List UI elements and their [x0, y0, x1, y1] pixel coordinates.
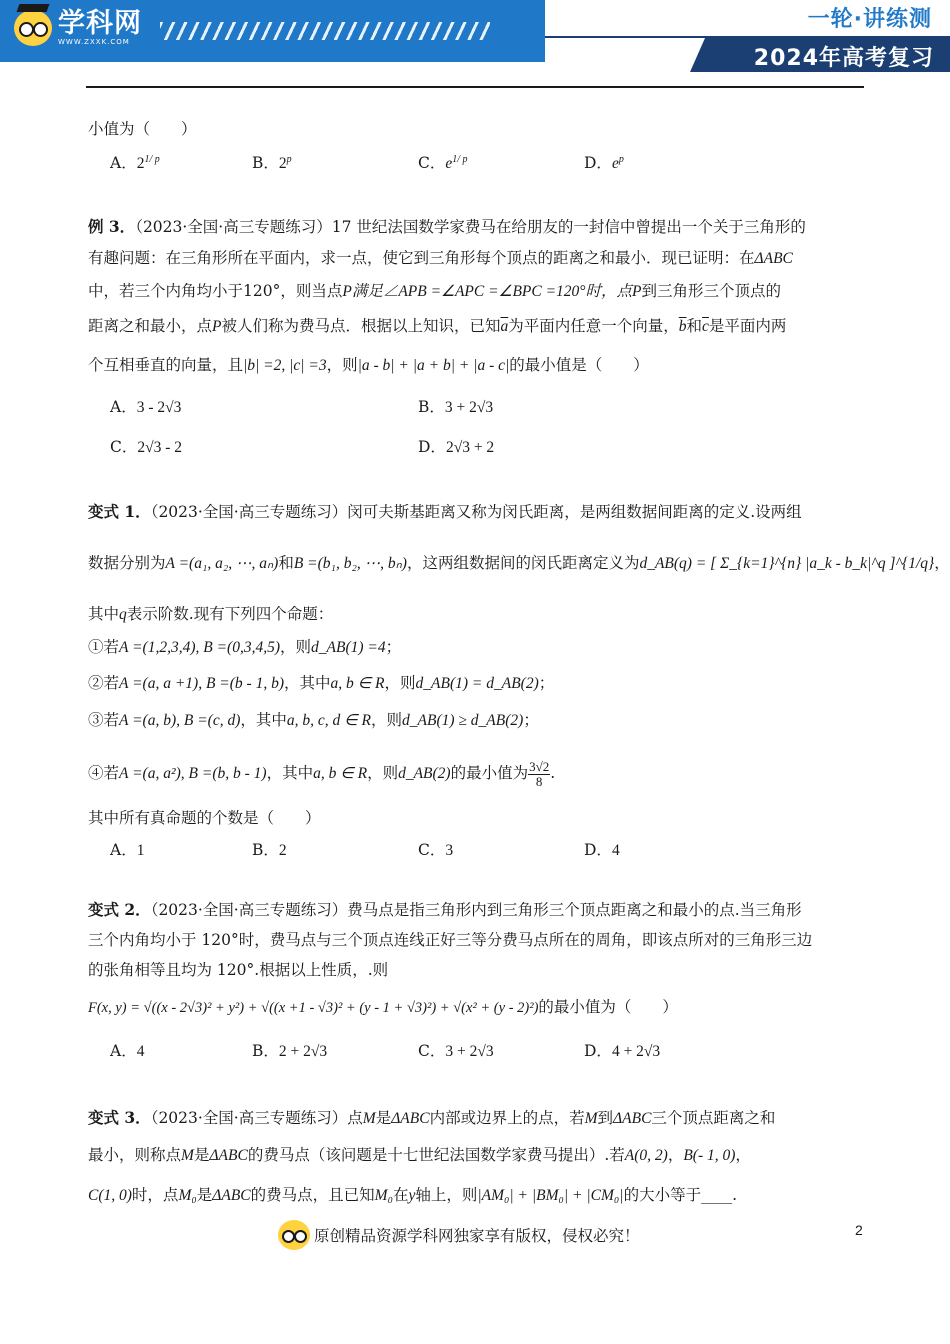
- top-rule: [86, 86, 864, 88]
- header-stripes: [160, 22, 490, 40]
- variant2-option-c[interactable]: C．3 + 2√3: [418, 1042, 494, 1060]
- example3-option-a[interactable]: A．3 - 2√3: [110, 398, 182, 416]
- variant1-option-b[interactable]: B．2: [252, 841, 287, 859]
- prev-question-tail: 小值为（ ）: [88, 120, 197, 138]
- year-banner-edge: [690, 38, 705, 72]
- variant1-question: 其中所有真命题的个数是（ ）: [88, 809, 321, 827]
- variant2-line3: 的张角相等且均为 120°.根据以上性质，.则: [88, 961, 389, 979]
- footer-copyright: [278, 1220, 640, 1250]
- variant2-line2: 三个内角均小于 120°时，费马点与三个顶点连线正好三等分费马点所在的周角，即该点所对的三角形三边: [88, 931, 813, 949]
- variant1-option-a[interactable]: A．1: [110, 841, 145, 859]
- variant1-item-4: ④若A =(a, a²), B =(b, b - 1)，其中a, b ∈ R，则d_AB(2)的最小值为 $\frac{3√2}{8}$ .: [88, 758, 556, 789]
- owl-logo-icon: [14, 10, 52, 46]
- variant1-option-d[interactable]: D．4: [584, 841, 620, 859]
- variant3-line1: 变式 3．（2023·全国·高三专题练习）点M是ΔABC内部或边界上的点，若M到ΔABC三个顶点距离之和: [88, 1108, 776, 1127]
- variant3-line3: C(1, 0)时，点M₀是ΔABC的费马点，且已知M₀在y轴上，则|AM₀| + |BM₀| + |CM₀|的大小等于____.: [88, 1186, 738, 1204]
- variant2-option-d[interactable]: D．4 + 2√3: [584, 1042, 661, 1060]
- example3-line1: 例 3．（2023·全国·高三专题练习）17 世纪法国数学家费马在给朋友的一封信中曾提出一个关于三角形的: [88, 217, 806, 236]
- series-title: 一轮·讲练测: [807, 7, 932, 32]
- prev-option-d[interactable]: D．$e^p$: [584, 153, 624, 172]
- prev-option-a[interactable]: A．$2^{1/ p}$: [110, 153, 160, 172]
- year-label: 2024年高考复习: [753, 46, 934, 71]
- variant2-formula-line: F(x, y) = √((x - 2√3)² + y²) + √((x +1 - √3)² + (y - 1 + √3)²) + √(x² + (y - 2)²)的最小值为（ ）: [88, 998, 678, 1016]
- variant1-item-1: ①若A =(1,2,3,4), B =(0,3,4,5)，则d_AB(1) =4；: [88, 638, 402, 656]
- page-number: 2: [855, 1222, 863, 1238]
- example3-label: 例 3．: [88, 217, 136, 236]
- example3-line2: 有趣问题：在三角形所在平面内，求一点，使它到三角形每个顶点的距离之和最小．现已证明：在ΔABC: [88, 249, 793, 267]
- answer-blank[interactable]: ____: [701, 1186, 733, 1204]
- variant2-option-a[interactable]: A．4: [110, 1042, 145, 1060]
- variant1-line2: 数据分别为A =(a₁, a₂, ⋯, aₙ)和B =(b₁, b₂, ⋯, bₙ)，这两组数据间的闵氏距离定义为d_AB(q) = [ Σ_{k=1}^{n} |a_k - b_k|^q ]^{1/q}，: [88, 554, 950, 572]
- prev-option-c[interactable]: C．$e^{1/ p}$: [418, 153, 468, 172]
- variant3-line2: 最小，则称点M是ΔABC的费马点（该问题是十七世纪法国数学家费马提出）.若A(0, 2)，B(- 1, 0)，: [88, 1146, 751, 1164]
- variant2-line1: 变式 2．（2023·全国·高三专题练习）费马点是指三角形内到三角形三个顶点距离之和最小的点.当三角形: [88, 900, 802, 919]
- example3-option-c[interactable]: C．2√3 - 2: [110, 438, 183, 456]
- example3-line5: 个互相垂直的向量，且|b| =2, |c| =3，则|a - b| + |a + b| + |a - c|的最小值是（ ）: [88, 356, 649, 374]
- variant1-item-3: ③若A =(a, b), B =(c, d)，其中a, b, c, d ∈ R，则d_AB(1) ≥ d_AB(2)；: [88, 711, 539, 729]
- variant2-option-b[interactable]: B．2 + 2√3: [252, 1042, 328, 1060]
- example3-option-b[interactable]: B．3 + 2√3: [418, 398, 494, 416]
- variant1-option-c[interactable]: C．3: [418, 841, 454, 859]
- variant1-label: 变式 1．: [88, 502, 151, 521]
- example3-option-d[interactable]: D．2√3 + 2: [418, 438, 495, 456]
- owl-logo-icon: [278, 1220, 310, 1250]
- variant1-line1: 变式 1．（2023·全国·高三专题练习）闵可夫斯基距离又称为闵氏距离，是两组数据间距离的定义.设两组: [88, 502, 802, 521]
- variant1-item-2: ②若A =(a, a +1), B =(b - 1, b)，其中a, b ∈ R，则d_AB(1) = d_AB(2)；: [88, 674, 555, 692]
- example3-line4: 距离之和最小，点P被人们称为费马点．根据以上知识，已知$\overline{a}$为平面内任意一个向量，$\overline{b}$和$\overline{c}$是平面内两: [88, 317, 787, 335]
- copyright-text: 原创精品资源学科网独家享有版权，侵权必究！: [314, 1227, 640, 1245]
- logo-name: 学科网: [58, 8, 142, 39]
- site-logo[interactable]: [14, 10, 142, 46]
- variant2-label: 变式 2．: [88, 900, 151, 919]
- example3-line3: 中，若三个内角均小于120°，则当点P满足∠APB =∠APC =∠BPC =120°时，点P到三角形三个顶点的: [88, 282, 781, 300]
- variant2-formula: F(x, y) = √((x - 2√3)² + y²) + √((x +1 - √3)² + (y - 1 + √3)²) + √(x² + (y - 2)²): [88, 1000, 539, 1016]
- prev-option-b[interactable]: B．2$^p$: [252, 153, 292, 172]
- variant3-label: 变式 3．: [88, 1108, 151, 1127]
- variant1-line3: 其中q表示阶数.现有下列四个命题：: [88, 605, 334, 623]
- logo-url: WWW.ZXXK.COM: [58, 38, 130, 46]
